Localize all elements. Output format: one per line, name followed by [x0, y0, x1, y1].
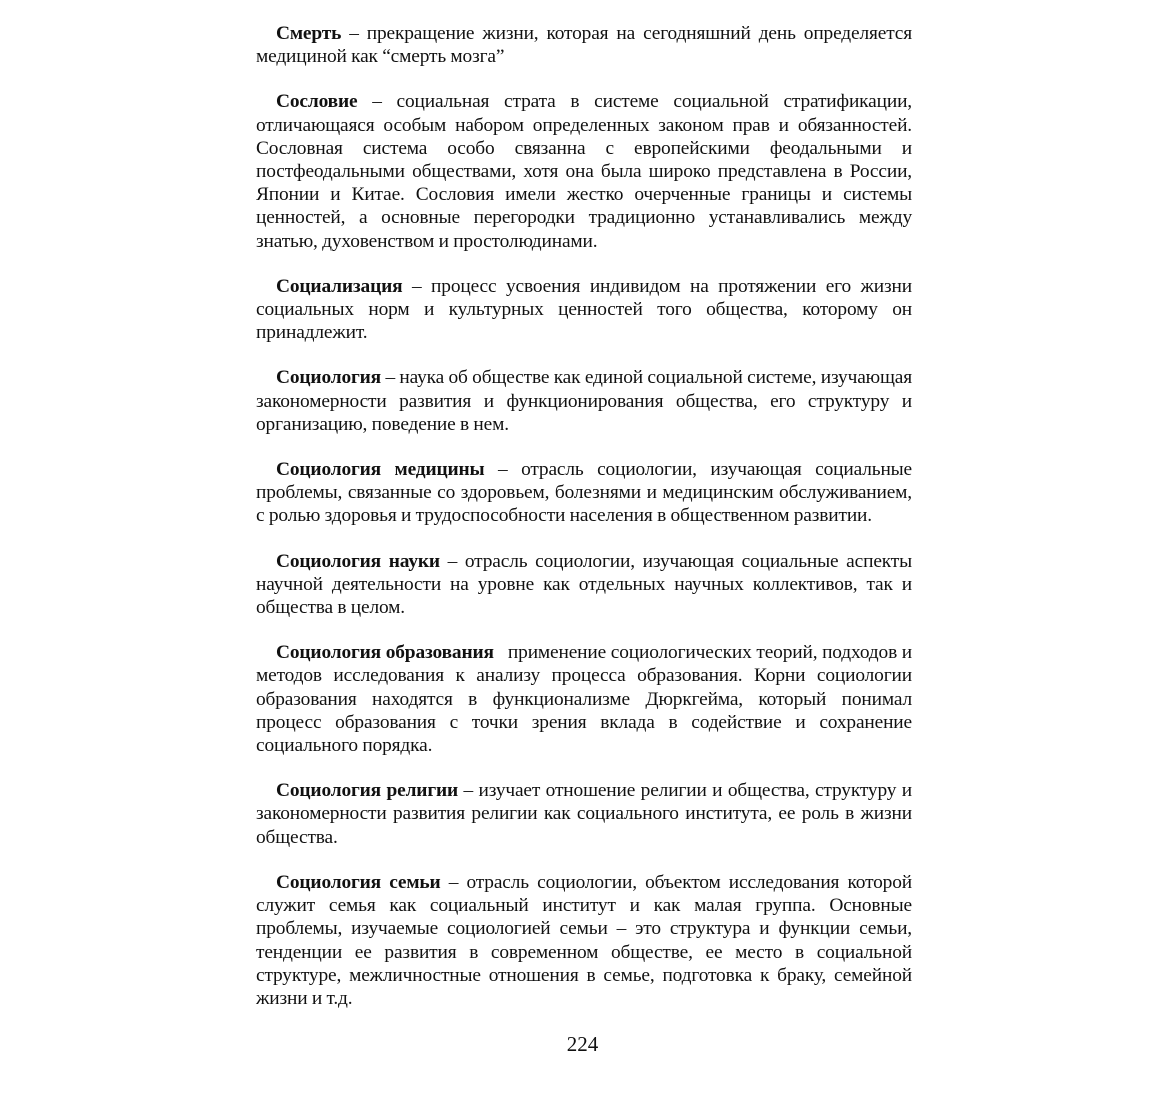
entry-definition: применение социологических теорий, подходов и методов исследования к анализу процесса образования. Корни социологии образования находятся в функционализме Дюркгейма, который понимал процесс образования с точки зрения вклада в содействие и сохранение социального порядка.: [256, 642, 917, 757]
entry-definition: – наука об обществе как единой социальной системе, изучающая закономерности развития и функционирования общества, его структуру и организацию, поведение в нем.: [256, 367, 912, 435]
entry-term: Социология: [276, 367, 382, 389]
glossary-entry-sociology: [256, 366, 912, 436]
glossary-entry-socialization: [256, 275, 912, 345]
entry-term: Социология медицины: [276, 459, 485, 481]
glossary-entry-sociology-of-education: [256, 641, 917, 757]
glossary-entry-estate: [256, 90, 912, 252]
entry-term: Смерть: [276, 23, 342, 44]
entry-definition: – процесс усвоения индивидом на протяжении его жизни социальных норм и культурных ценностей того общества, которому он принадлежит.: [256, 275, 912, 344]
glossary-entry-sociology-of-science: [256, 550, 912, 620]
glossary-entry-sociology-of-family: [256, 871, 912, 1010]
entry-definition: – социальная страта в системе социальной стратификации, отличающаяся особым набором определенных законом прав и обязанностей. Сословная система особо связанна с европейскими феодальными и постфеодальными обществами, хотя она была широко представлена в России, Японии и Китае. Сословия имели жестко очерченные границы и системы ценностей, а основные перегородки традиционно устанавливались между знатью, духовенством и простолюдинами.: [256, 91, 912, 252]
entry-term: Социология образования: [276, 642, 494, 664]
document-page: [256, 22, 917, 1032]
entry-term: Социология семьи: [276, 871, 441, 893]
entry-term: Социализация: [276, 275, 403, 297]
entry-term: Сословие: [276, 91, 358, 113]
entry-definition: – отрасль социологии, объектом исследования которой служит семья как социальный институт и как малая группа. Основные проблемы, изучаемые социологией семьи – это структура и функции семьи, тенденции ее развития в современном обществе, ее место в социальной структуре, межличностные отношения в семье, подготовка к браку, семейной жизни и т.д.: [256, 871, 912, 1009]
entry-term: Социология науки: [276, 550, 440, 572]
glossary-entry-sociology-of-medicine: [256, 458, 912, 528]
entry-definition: – отрасль социологии, изучающая социальные аспекты научной деятельности на уровне как отдельных научных коллективов, так и общества в целом.: [256, 550, 912, 619]
glossary-entry-death: [256, 22, 912, 68]
entry-term: Социология религии: [276, 780, 459, 802]
page-number: 224: [566, 1032, 599, 1056]
entry-definition: – прекращение жизни, которая на сегодняшний день определяется медициной как “смерть мозга”: [256, 23, 912, 68]
entry-definition: – отрасль социологии, изучающая социальные проблемы, связанные со здоровьем, болезнями и медицинским обслуживанием, с ролью здоровья и трудоспособности населения в общественном развитии.: [256, 459, 913, 527]
entry-definition: – изучает отношение религии и общества, структуру и закономерности развития религии как социального института, ее роль в жизни общества.: [256, 780, 912, 848]
glossary-entry-sociology-of-religion: [256, 779, 912, 849]
